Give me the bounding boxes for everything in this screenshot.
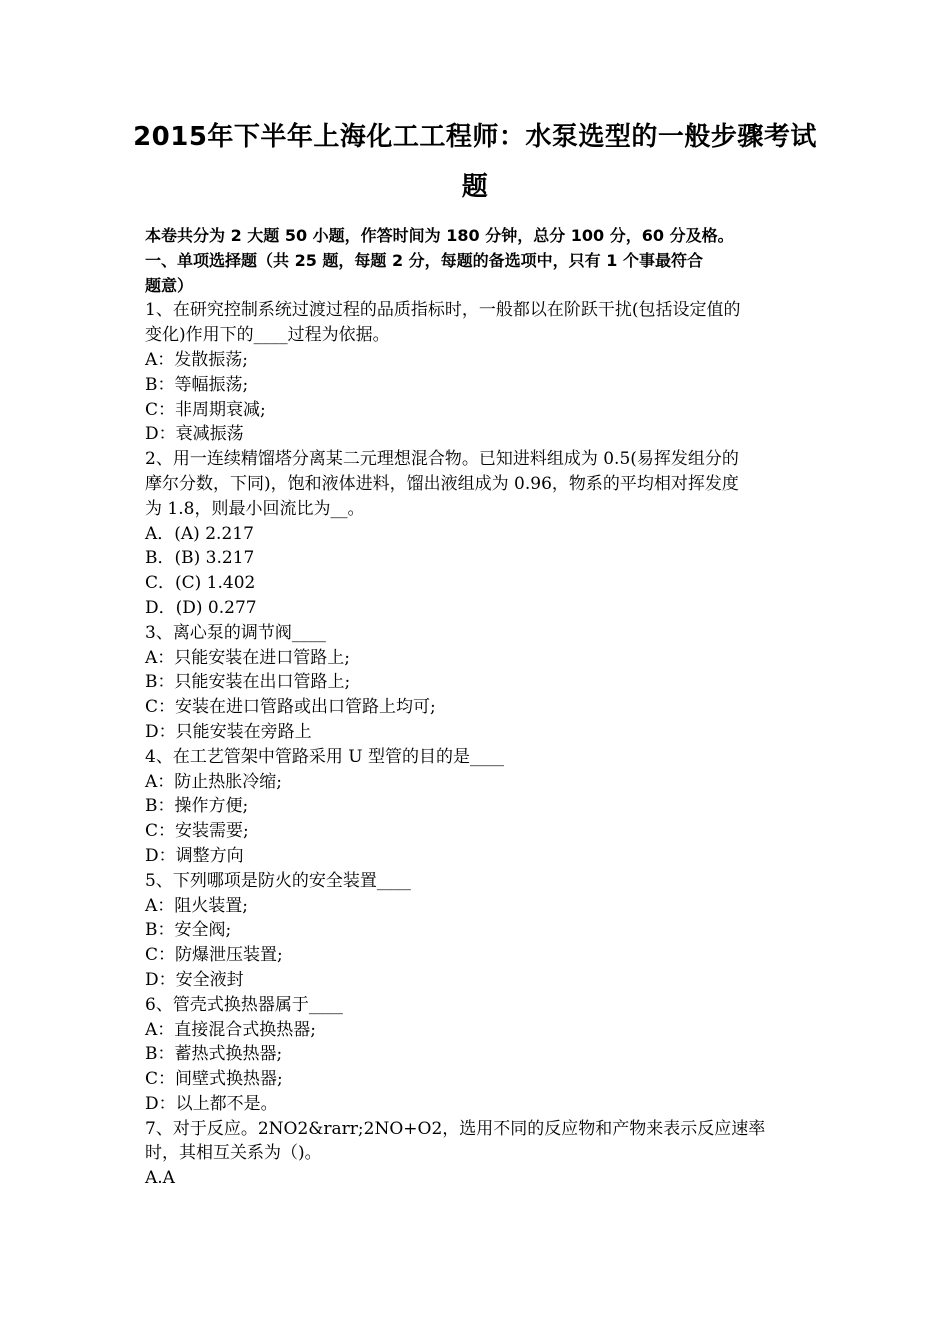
question-text-line: 3、离心泵的调节阀____ [145, 622, 326, 643]
section-heading-line-1: 一、单项选择题（共 25 题，每题 2 分，每题的备选项中，只有 1 个事最符合 [145, 250, 703, 270]
option-a: A：阻火装置; [145, 895, 249, 916]
option-b: B：等幅振荡; [145, 374, 249, 395]
section-heading [145, 249, 810, 299]
option-b: B：蓄热式换热器; [145, 1044, 283, 1065]
option-d: D：安全液封 [145, 969, 244, 990]
question-text-line: 时，其相互关系为（)。 [145, 1143, 322, 1164]
option-a: A．(A) 2.217 [145, 523, 254, 544]
question-text-line: 4、在工艺管架中管路采用 U 型管的目的是____ [145, 746, 504, 767]
question-text-line: 6、管壳式换热器属于____ [145, 994, 343, 1015]
option-d: D：只能安装在旁路上 [145, 721, 312, 742]
option-d: D．(D) 0.277 [145, 597, 257, 618]
exam-intro: 本卷共分为 2 大题 50 小题，作答时间为 180 分钟，总分 100 分，60 分及格。 [145, 226, 734, 245]
title-line-2: 题 [461, 172, 489, 202]
option-c: C：非周期衰减; [145, 399, 266, 420]
option-a: A.A [145, 1168, 175, 1189]
section-heading-line-2: 题意） [145, 275, 194, 295]
option-a: A：只能安装在进口管路上; [145, 647, 351, 668]
option-c: C：间壁式换热器; [145, 1069, 283, 1090]
question-text-line: 2、用一连续精馏塔分离某二元理想混合物。已知进料组成为 0.5(易挥发组分的 [145, 449, 739, 470]
question-3 [145, 621, 810, 745]
question-1 [145, 298, 810, 447]
question-2 [145, 447, 810, 621]
question-text-line: 变化)作用下的____过程为依据。 [145, 325, 390, 346]
option-d: D：衰减振荡 [145, 424, 244, 445]
option-c: C．(C) 1.402 [145, 573, 256, 594]
option-a: A：直接混合式换热器; [145, 1019, 317, 1040]
document-body [145, 224, 810, 1191]
document-title [130, 112, 820, 212]
option-a: A：防止热胀冷缩; [145, 771, 283, 792]
option-a: A：发散振荡; [145, 349, 249, 370]
option-b: B：只能安装在出口管路上; [145, 672, 351, 693]
option-b: B：操作方便; [145, 796, 249, 817]
option-b: B：安全阀; [145, 920, 232, 941]
option-c: C：防爆泄压装置; [145, 945, 283, 966]
question-5 [145, 869, 810, 993]
title-line-1: 2015年下半年上海化工工程师：水泵选型的一般步骤考试 [133, 122, 817, 152]
question-text-line: 摩尔分数，下同)，饱和液体进料，馏出液组成为 0.96，物系的平均相对挥发度 [145, 473, 739, 494]
option-b: B．(B) 3.217 [145, 548, 255, 569]
question-4 [145, 745, 810, 869]
option-d: D：调整方向 [145, 845, 244, 866]
question-6 [145, 993, 810, 1117]
question-text-line: 为 1.8，则最小回流比为__。 [145, 498, 365, 519]
question-text-line: 1、在研究控制系统过渡过程的品质指标时，一般都以在阶跃干扰(包括设定值的 [145, 300, 741, 321]
option-d: D：以上都不是。 [145, 1093, 278, 1114]
question-7 [145, 1117, 810, 1191]
option-c: C：安装在进口管路或出口管路上均可; [145, 697, 436, 718]
question-text-line: 7、对于反应。2NO2&rarr;2NO+O2，选用不同的反应物和产物来表示反应速率 [145, 1118, 766, 1139]
question-text-line: 5、下列哪项是防火的安全装置____ [145, 870, 411, 891]
option-c: C：安装需要; [145, 821, 249, 842]
